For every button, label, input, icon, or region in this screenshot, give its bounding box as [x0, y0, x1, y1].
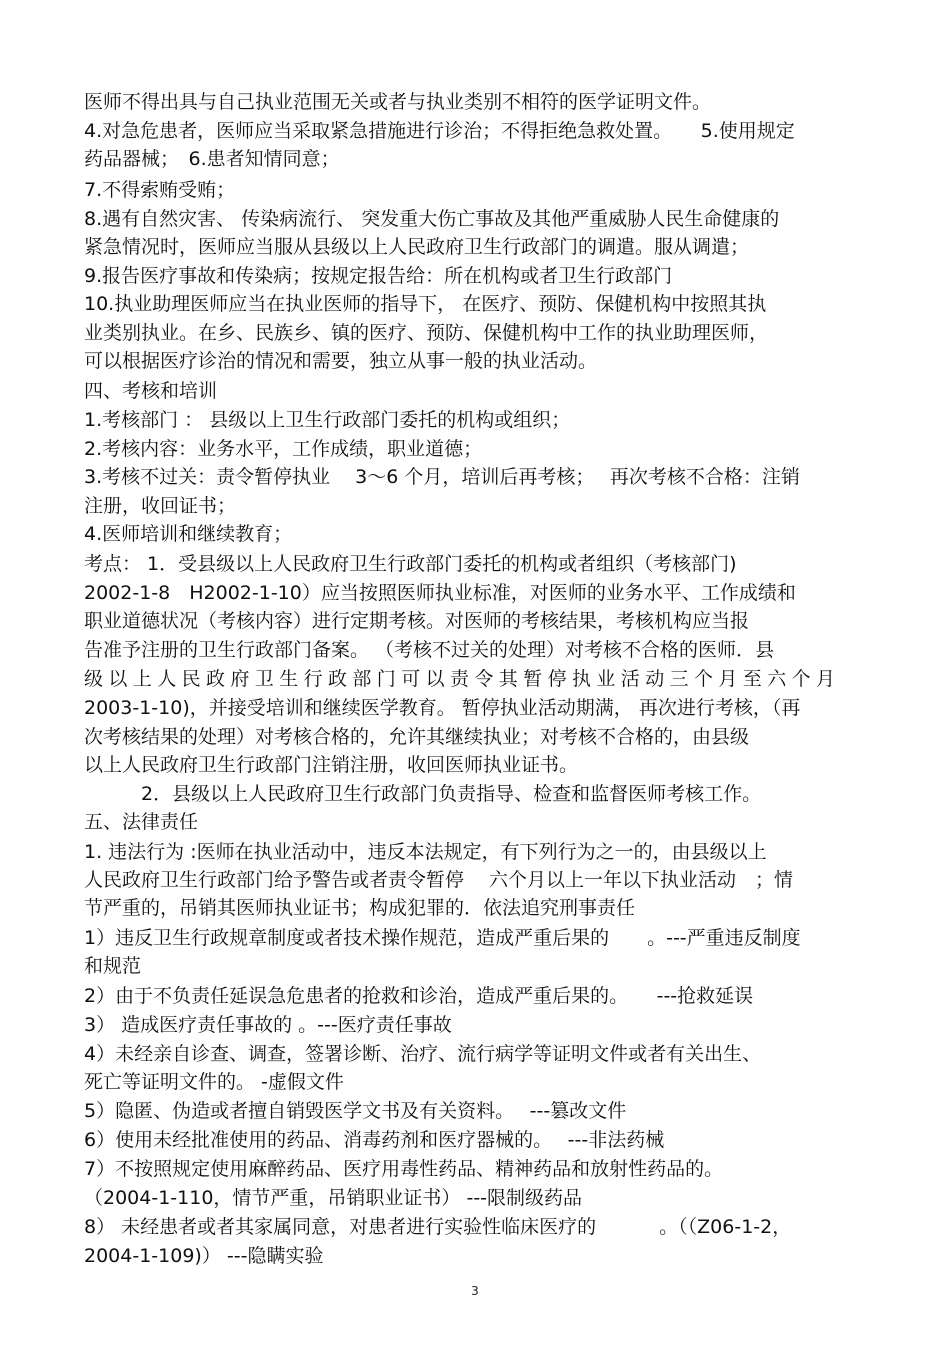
text-line: 人民政府卫生行政部门给予警告或者责令暂停 六个月以上一年以下执业活动 ；情 [84, 869, 794, 891]
text-line: 6）使用未经批准使用的药品、消毒药剂和医疗器械的。 ---非法药械 [84, 1129, 665, 1151]
text-line: 考点： 1．受县级以上人民政府卫生行政部门委托的机构或者组织（考核部门) [84, 553, 737, 575]
text-line: 1）违反卫生行政规章制度或者技术操作规范，造成严重后果的 。---严重违反制度 [84, 927, 801, 949]
text-line: 3.考核不过关：责令暂停执业 3～6 个月，培训后再考核； 再次考核不合格：注销 [84, 466, 800, 488]
text-line: 8） 未经患者或者其家属同意，对患者进行实验性临床医疗的 。（（Z06-1-2， [84, 1216, 792, 1238]
text-line: 2003-1-10)，并接受培训和继续医学教育。 暂停执业活动期满， 再次进行考核，（再 [84, 697, 801, 719]
text-line: 药品器械； 6.患者知情同意； [84, 148, 340, 170]
text-line: 可以根据医疗诊治的情况和需要，独立从事一般的执业活动。 [84, 350, 598, 372]
page-number: 3 [471, 1284, 479, 1298]
text-line: 8.遇有自然灾害、 传染病流行、 突发重大伤亡事故及其他严重威胁人民生命健康的 [84, 208, 780, 230]
text-line: 3） 造成医疗责任事故的 。---医疗责任事故 [84, 1014, 452, 1036]
text-line: （2004-1-110，情节严重，吊销职业证书） ---限制级药品 [84, 1187, 583, 1209]
text-line: 2．县级以上人民政府卫生行政部门负责指导、检查和监督医师考核工作。 [84, 783, 762, 805]
text-line: 级以上人民政府卫生行政部门可以责令其暂停执业活动三个月至六个月 [84, 668, 841, 690]
text-line: 7）不按照规定使用麻醉药品、医疗用毒性药品、精神药品和放射性药品的。 [84, 1158, 724, 1180]
section-heading: 五、法律责任 [84, 811, 199, 833]
text-line: 5）隐匿、伪造或者擅自销毁医学文书及有关资料。 ---篡改文件 [84, 1100, 627, 1122]
text-line: 7.不得索贿受贿； [84, 179, 236, 201]
text-line: 4）未经亲自诊查、调查，签署诊断、治疗、流行病学等证明文件或者有关出生、 [84, 1043, 762, 1065]
text-line: 4.医师培训和继续教育； [84, 523, 293, 545]
text-line: 2004-1-109)） ---隐瞒实验 [84, 1245, 324, 1267]
text-line: 注册，收回证书； [84, 495, 237, 517]
section-heading: 四、考核和培训 [84, 380, 218, 402]
text-line: 死亡等证明文件的。 -虚假文件 [84, 1071, 344, 1093]
text-line: 次考核结果的处理）对考核合格的，允许其继续执业；对考核不合格的，由县级 [84, 726, 750, 748]
text-line: 和规范 [84, 955, 142, 977]
text-line: 医师不得出具与自己执业范围无关或者与执业类别不相符的医学证明文件。 [84, 91, 712, 113]
text-line: 2）由于不负责任延误急危患者的抢救和诊治，造成严重后果的。 ---抢救延误 [84, 985, 754, 1007]
text-line: 1. 违法行为 :医师在执业活动中，违反本法规定，有下列行为之一的，由县级以上 [84, 841, 767, 863]
text-line: 职业道德状况（考核内容）进行定期考核。对医师的考核结果，考核机构应当报 [84, 610, 750, 632]
text-line: 2002-1-8 H2002-1-10）应当按照医师执业标准，对医师的业务水平、工作成绩和 [84, 582, 796, 604]
text-line: 紧急情况时，医师应当服从县级以上人民政府卫生行政部门的调遣。服从调遣； [84, 236, 750, 258]
text-line: 9.报告医疗事故和传染病；按规定报告给：所在机构或者卫生行政部门 [84, 265, 673, 287]
text-line: 节严重的，吊销其医师执业证书；构成犯罪的．依法追究刑事责任 [84, 897, 636, 919]
text-line: 2.考核内容：业务水平，工作成绩，职业道德； [84, 438, 483, 460]
text-line: 业类别执业。在乡、民族乡、镇的医疗、预防、保健机构中工作的执业助理医师， [84, 322, 769, 344]
text-line: 以上人民政府卫生行政部门注销注册，收回医师执业证书。 [84, 754, 579, 776]
text-line: 4.对急危患者，医师应当采取紧急措施进行诊治；不得拒绝急救处置。 5.使用规定 [84, 120, 795, 142]
text-line: 10.执业助理医师应当在执业医师的指导下， 在医疗、预防、保健机构中按照其执 [84, 293, 767, 315]
text-line: 1.考核部门 ： 县级以上卫生行政部门委托的机构或组织； [84, 409, 571, 431]
text-line: 告准予注册的卫生行政部门备案。 （考核不过关的处理）对考核不合格的医师．县 [84, 639, 775, 661]
